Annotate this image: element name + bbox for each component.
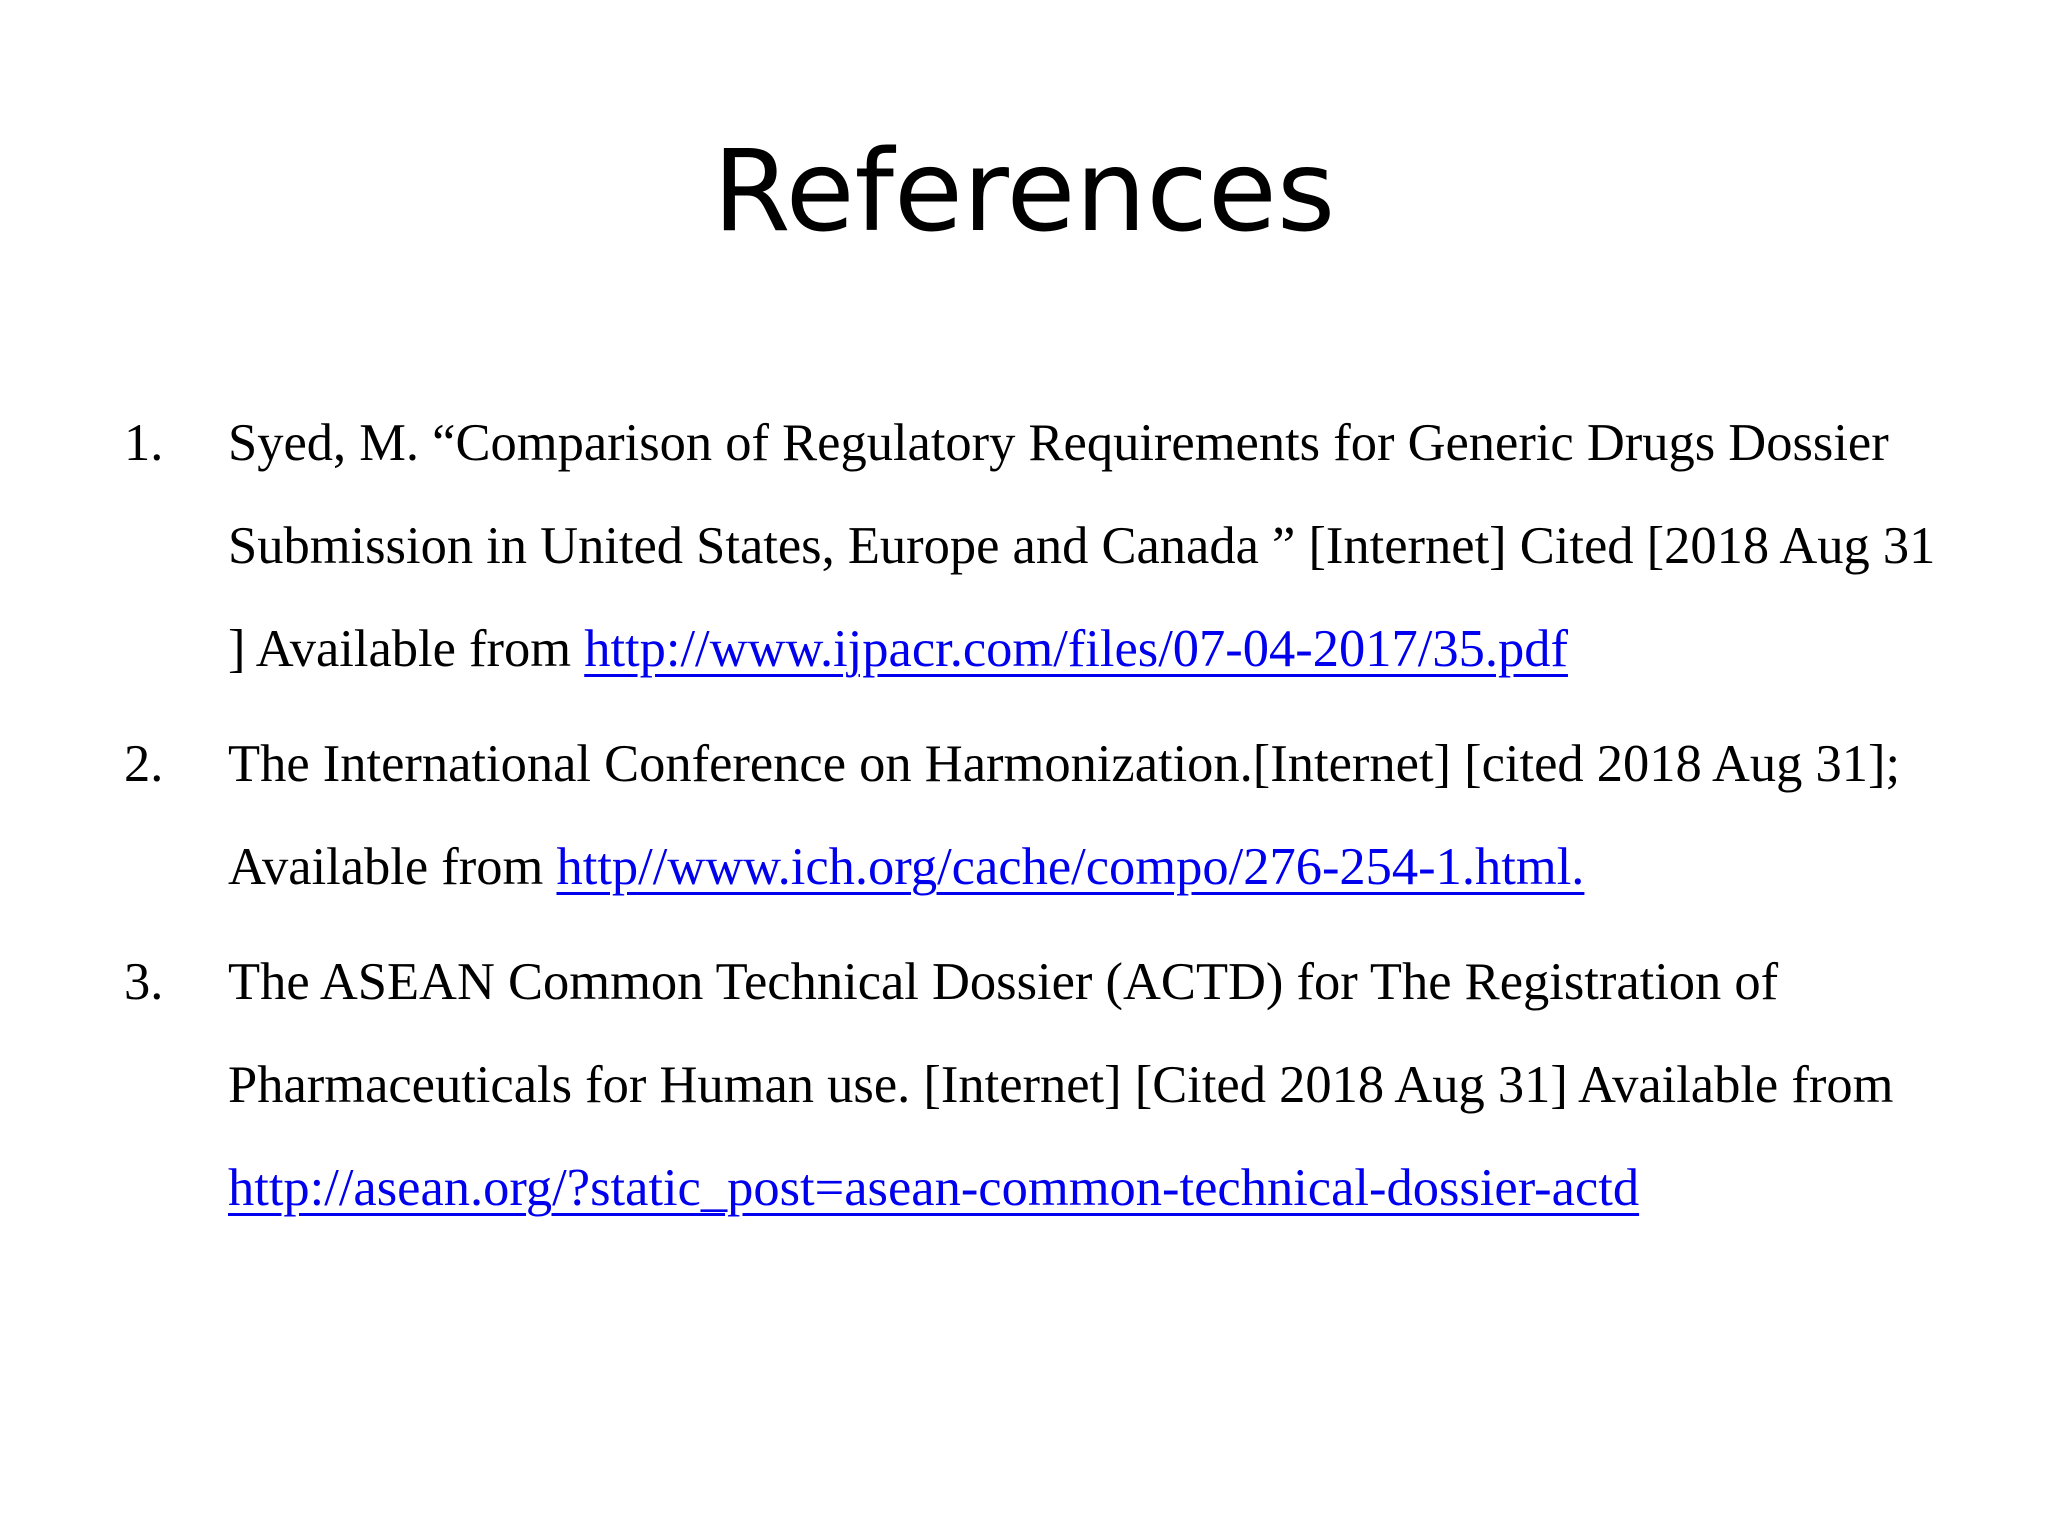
reference-text [228, 392, 1944, 701]
reference-link[interactable]: http//www.ich.org/cache/compo/276-254-1.html. [556, 838, 1585, 896]
reference-number: 2. [124, 735, 164, 793]
reference-number: 3. [124, 953, 164, 1011]
slide-title: References [712, 127, 1336, 257]
reference-citation: Syed, M. “Comparison of Regulatory Requirements for Generic Drugs Dossier Submission in United States, Europe and Canada ” [Internet] Cited [2018 Aug 31 ] Available from [228, 414, 1936, 678]
reference-item-3 [124, 931, 1944, 1240]
reference-link[interactable]: http://asean.org/?static_post=asean-common-technical-dossier-actd [228, 1159, 1640, 1217]
reference-citation: The International Conference on Harmonization.[Internet] [cited 2018 Aug 31]; Available from [228, 735, 1901, 896]
reference-text [228, 931, 1944, 1240]
reference-item-1 [124, 392, 1944, 701]
reference-link[interactable]: http://www.ijpacr.com/files/07-04-2017/35.pdf [584, 620, 1568, 678]
reference-citation: The ASEAN Common Technical Dossier (ACTD) for The Registration of Pharmaceuticals for Human use. [Internet] [Cited 2018 Aug 31] Available from [228, 953, 1894, 1114]
reference-item-2 [124, 713, 1944, 919]
reference-list [124, 392, 1944, 1252]
reference-number: 1. [124, 414, 164, 472]
reference-text [228, 713, 1944, 919]
